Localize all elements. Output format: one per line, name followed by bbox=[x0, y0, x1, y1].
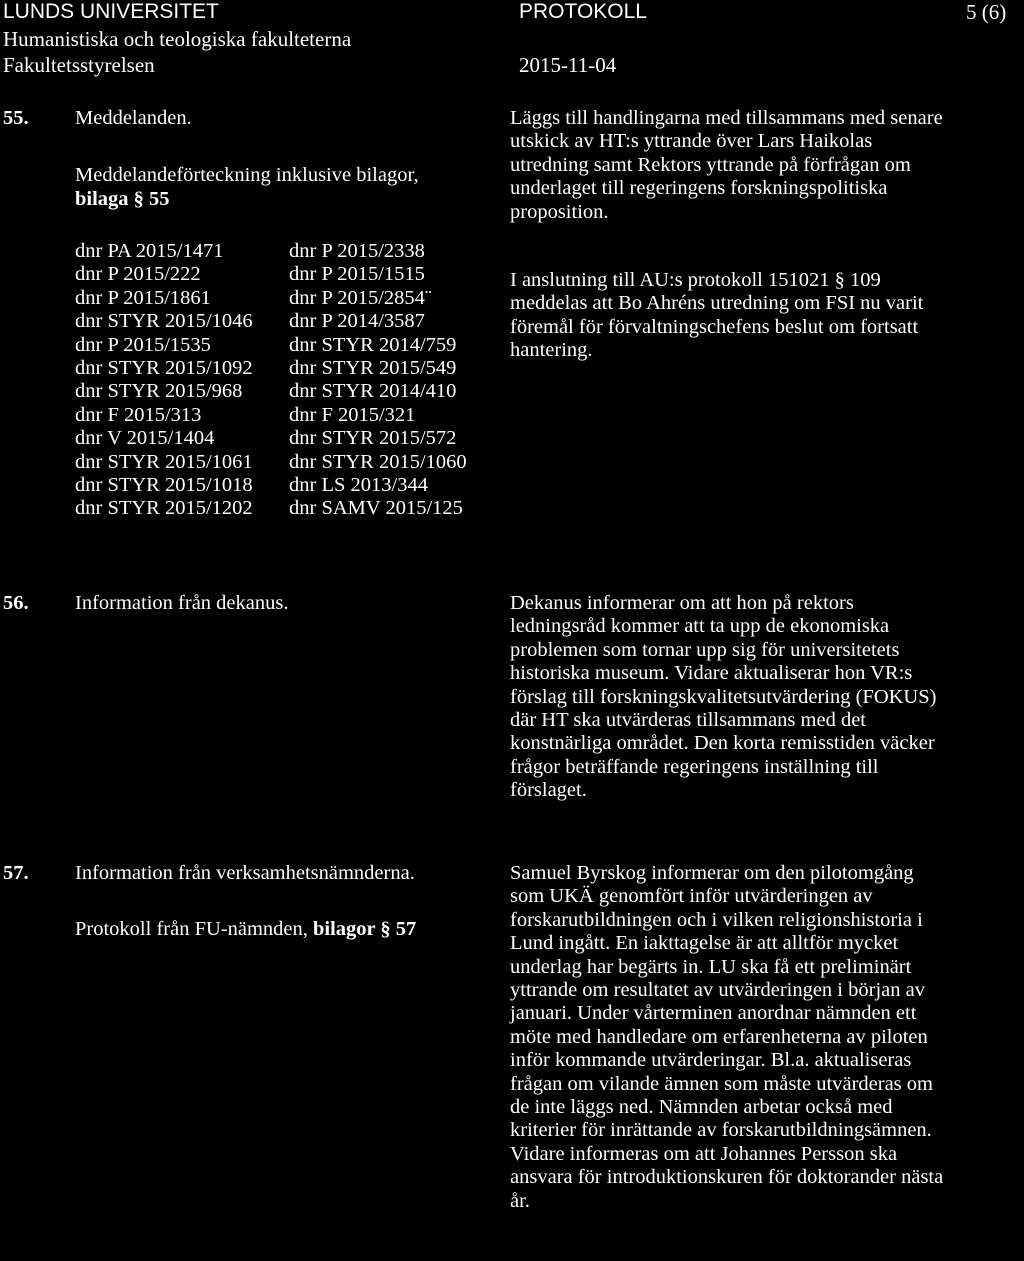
text-line: januari. Under vårterminen anordnar nämnden ett bbox=[510, 1002, 917, 1025]
item-57-attachment-label: bilagor § 57 bbox=[313, 918, 417, 940]
text-line: konstnärliga området. Den korta remisstiden väcker bbox=[510, 732, 935, 755]
text-line: som UKÄ genomfört inför utvärderingen av bbox=[510, 885, 873, 908]
dnr-list-right bbox=[289, 240, 467, 521]
item-57-subtitle bbox=[75, 918, 416, 941]
text-line: förslaget. bbox=[510, 779, 587, 802]
text-line: forskarutbildningen och i vilken religionshistoria i bbox=[510, 908, 923, 931]
item-57-number: 57. bbox=[3, 862, 29, 884]
text-line: hantering. bbox=[510, 339, 593, 362]
item-55-decision-text bbox=[510, 107, 1024, 224]
text-line: möte med handledare om erfarenheterna av piloten bbox=[510, 1025, 928, 1048]
document-type: PROTOKOLL bbox=[519, 0, 647, 23]
item-57-text bbox=[510, 862, 1024, 1213]
text-line: proposition. bbox=[510, 200, 609, 223]
dnr-entry: dnr P 2014/3587 bbox=[289, 310, 425, 333]
dnr-entry: dnr P 2015/1535 bbox=[75, 333, 211, 356]
item-55-note-text bbox=[510, 269, 1024, 363]
text-line: problemen som tornar upp sig för universitetets bbox=[510, 638, 900, 661]
item-56-text bbox=[510, 592, 1024, 803]
text-line: yttrande om resultatet av utvärderingen i början av bbox=[510, 979, 925, 1002]
dnr-entry: dnr F 2015/321 bbox=[289, 403, 416, 426]
dnr-entry: dnr P 2015/2338 bbox=[289, 240, 425, 262]
dnr-entry: dnr STYR 2014/759 bbox=[289, 333, 457, 356]
item-56-number: 56. bbox=[3, 592, 29, 614]
dnr-entry: dnr STYR 2015/1061 bbox=[75, 450, 253, 473]
item-56-title: Information från dekanus. bbox=[75, 592, 289, 614]
text-line: de inte läggs ned. Nämnden arbetar också med bbox=[510, 1096, 893, 1119]
text-line: Lund ingått. En iakttagelse är att alltför mycket bbox=[510, 932, 899, 955]
text-line: Läggs till handlingarna med tillsammans med senare bbox=[510, 107, 943, 129]
dnr-entry: dnr STYR 2015/572 bbox=[289, 427, 457, 450]
dnr-entry: dnr P 2015/2854¨ bbox=[289, 286, 432, 309]
university-name: LUNDS UNIVERSITET bbox=[3, 0, 219, 23]
text-line: där HT ska utvärderas tillsammans med det bbox=[510, 709, 866, 732]
dnr-list-left bbox=[75, 240, 253, 521]
item-55-attachment-ref bbox=[75, 188, 170, 211]
text-line: kriterier för inrättande av forskarutbildningsämnen. bbox=[510, 1119, 932, 1142]
document-date: 2015-11-04 bbox=[519, 53, 617, 77]
text-line: meddelas att Bo Ahréns utredning om FSI nu varit bbox=[510, 292, 924, 315]
dnr-entry: dnr LS 2013/344 bbox=[289, 473, 428, 496]
text-line: historiska museum. Vidare aktualiserar hon VR:s bbox=[510, 662, 913, 685]
text-line: utskick av HT:s yttrande över Lars Haikolas bbox=[510, 130, 873, 153]
text-line: underlaget till regeringens forskningspolitiska bbox=[510, 177, 888, 200]
dnr-entry: dnr STYR 2015/1046 bbox=[75, 310, 253, 333]
item-55-subtitle: Meddelandeförteckning inklusive bilagor, bbox=[75, 164, 419, 186]
dnr-entry: dnr STYR 2015/1060 bbox=[289, 450, 467, 473]
dnr-entry: dnr V 2015/1404 bbox=[75, 427, 215, 450]
item-57-subtitle-text: Protokoll från FU-nämnden, bbox=[75, 918, 308, 940]
dnr-entry: dnr PA 2015/1471 bbox=[75, 240, 224, 262]
text-line: I anslutning till AU:s protokoll 151021 § 109 bbox=[510, 269, 881, 291]
text-line: frågan om vilande ämnen som måste utvärderas om bbox=[510, 1072, 933, 1095]
item-55-attachment-label: bilaga § 55 bbox=[75, 188, 170, 210]
text-line: ansvara för introduktionskuren för doktorander nästa bbox=[510, 1166, 944, 1189]
dnr-entry: dnr STYR 2014/410 bbox=[289, 380, 457, 403]
dnr-entry: dnr F 2015/313 bbox=[75, 403, 202, 426]
item-57-title: Information från verksamhetsnämnderna. bbox=[75, 862, 415, 884]
dnr-entry: dnr STYR 2015/1092 bbox=[75, 356, 253, 379]
dnr-entry: dnr STYR 2015/1202 bbox=[75, 497, 253, 520]
text-line: inför kommande utvärderingar. Bl.a. aktualiseras bbox=[510, 1049, 912, 1072]
dnr-entry: dnr P 2015/222 bbox=[75, 263, 201, 286]
dnr-entry: dnr P 2015/1861 bbox=[75, 286, 211, 309]
dnr-entry: dnr STYR 2015/549 bbox=[289, 356, 457, 379]
item-55-number: 55. bbox=[3, 107, 29, 129]
text-line: underlag har begärts in. LU ska få ett preliminärt bbox=[510, 955, 912, 978]
faculty-name: Humanistiska och teologiska fakulteterna bbox=[3, 27, 352, 51]
dnr-entry: dnr P 2015/1515 bbox=[289, 263, 425, 286]
dnr-entry: dnr SAMV 2015/125 bbox=[289, 497, 463, 520]
text-line: frågor beträffande regeringens inställning till bbox=[510, 755, 879, 778]
text-line: föremål för förvaltningschefens beslut om fortsatt bbox=[510, 315, 919, 338]
text-line: Vidare informeras om att Johannes Persson ska bbox=[510, 1142, 898, 1165]
text-line: år. bbox=[510, 1189, 530, 1212]
text-line: Samuel Byrskog informerar om den pilotomgång bbox=[510, 862, 914, 884]
item-55-title: Meddelanden. bbox=[75, 107, 192, 129]
page-number: 5 (6) bbox=[966, 0, 1007, 24]
dnr-entry: dnr STYR 2015/1018 bbox=[75, 473, 253, 496]
text-line: förslag till forskningskvalitetsutvärdering (FOKUS) bbox=[510, 685, 937, 708]
text-line: ledningsråd kommer att ta upp de ekonomiska bbox=[510, 615, 890, 638]
board-name: Fakultetsstyrelsen bbox=[3, 53, 155, 77]
text-line: Dekanus informerar om att hon på rektors bbox=[510, 592, 854, 614]
text-line: utredning samt Rektors yttrande på förfrågan om bbox=[510, 153, 911, 176]
dnr-entry: dnr STYR 2015/968 bbox=[75, 380, 243, 403]
